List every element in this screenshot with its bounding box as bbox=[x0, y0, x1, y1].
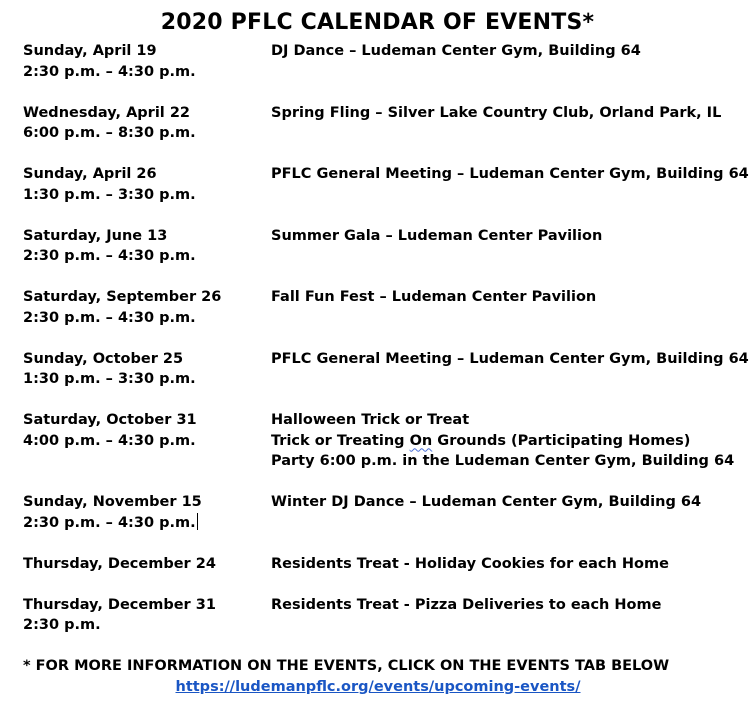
event-date: Wednesday, April 22 bbox=[23, 104, 190, 121]
event-date: Sunday, October 25 bbox=[23, 350, 184, 367]
event-time: 2:30 p.m. – 4:30 p.m. bbox=[23, 309, 196, 326]
event-description: Spring Fling – Silver Lake Country Club, Orland Park, IL bbox=[271, 104, 722, 121]
event-date: Sunday, April 19 bbox=[23, 43, 157, 59]
event-row bbox=[23, 287, 743, 328]
event-description: PFLC General Meeting – Ludeman Center Gym, Building 64 bbox=[271, 166, 749, 182]
event-details bbox=[271, 492, 743, 533]
event-details bbox=[271, 410, 743, 472]
event-description: Fall Fun Fest – Ludeman Center Pavilion bbox=[271, 289, 597, 305]
event-description: PFLC General Meeting – Ludeman Center Gym, Building 64 bbox=[271, 350, 749, 367]
event-row bbox=[23, 349, 749, 390]
event-time: 2:30 p.m. – 4:30 p.m. bbox=[23, 514, 196, 531]
event-description: Residents Treat - Pizza Deliveries to each Home bbox=[271, 596, 662, 613]
event-description: Trick or Treating On Grounds (Participating Homes) bbox=[271, 432, 691, 449]
spellcheck-underline: On bbox=[409, 432, 433, 449]
event-description: Summer Gala – Ludeman Center Pavilion bbox=[271, 227, 603, 244]
event-date: Saturday, October 31 bbox=[23, 412, 197, 428]
event-when bbox=[23, 349, 271, 390]
event-time: 4:00 p.m. – 4:30 p.m. bbox=[23, 432, 196, 449]
event-time-wrap bbox=[23, 513, 271, 534]
event-when bbox=[23, 103, 271, 144]
event-when bbox=[23, 287, 271, 328]
event-details bbox=[271, 226, 743, 267]
event-time: 2:30 p.m. – 4:30 p.m. bbox=[23, 63, 196, 80]
event-date: Thursday, December 31 bbox=[23, 596, 216, 613]
event-description: Halloween Trick or Treat bbox=[271, 412, 470, 428]
event-row bbox=[23, 41, 743, 82]
event-row bbox=[23, 595, 743, 636]
event-date: Thursday, December 24 bbox=[23, 555, 216, 572]
event-row bbox=[23, 554, 743, 575]
event-description: Party 6:00 p.m. in the Ludeman Center Gym, Building 64 bbox=[271, 453, 735, 469]
event-row bbox=[23, 103, 743, 144]
event-date: Saturday, June 13 bbox=[23, 227, 168, 244]
event-description: Residents Treat - Holiday Cookies for each Home bbox=[271, 555, 669, 572]
event-row bbox=[23, 492, 743, 533]
events-list bbox=[23, 41, 749, 636]
event-description: Winter DJ Dance – Ludeman Center Gym, Building 64 bbox=[271, 494, 702, 510]
page-title: 2020 PFLC CALENDAR OF EVENTS* bbox=[160, 10, 595, 35]
event-when bbox=[23, 41, 271, 82]
events-link[interactable]: https://ludemanpflc.org/events/upcoming-events/ bbox=[175, 678, 581, 695]
event-time: 2:30 p.m. – 4:30 p.m. bbox=[23, 248, 196, 264]
event-when bbox=[23, 492, 271, 533]
event-when bbox=[23, 595, 271, 636]
event-date: Sunday, April 26 bbox=[23, 166, 157, 182]
event-details bbox=[271, 554, 743, 575]
event-details bbox=[271, 349, 749, 390]
text-cursor bbox=[197, 513, 198, 530]
event-details bbox=[271, 103, 743, 144]
event-date: Sunday, November 15 bbox=[23, 494, 202, 510]
event-row bbox=[23, 164, 749, 205]
event-details bbox=[271, 287, 743, 328]
footer bbox=[23, 656, 733, 697]
event-details bbox=[271, 41, 743, 82]
event-time: 6:00 p.m. – 8:30 p.m. bbox=[23, 125, 196, 141]
event-when bbox=[23, 554, 271, 575]
footer-note: * FOR MORE INFORMATION ON THE EVENTS, CLICK ON THE EVENTS TAB BELOW bbox=[23, 658, 670, 674]
event-time: 2:30 p.m. bbox=[23, 617, 101, 633]
event-row bbox=[23, 226, 743, 267]
event-time: 1:30 p.m. – 3:30 p.m. bbox=[23, 186, 196, 203]
event-when bbox=[23, 410, 271, 472]
event-details bbox=[271, 595, 743, 636]
event-when bbox=[23, 164, 271, 205]
event-description: DJ Dance – Ludeman Center Gym, Building 64 bbox=[271, 43, 641, 59]
event-date: Saturday, September 26 bbox=[23, 289, 222, 305]
event-details bbox=[271, 164, 749, 205]
event-time: 1:30 p.m. – 3:30 p.m. bbox=[23, 371, 196, 387]
event-row bbox=[23, 410, 743, 472]
event-when bbox=[23, 226, 271, 267]
